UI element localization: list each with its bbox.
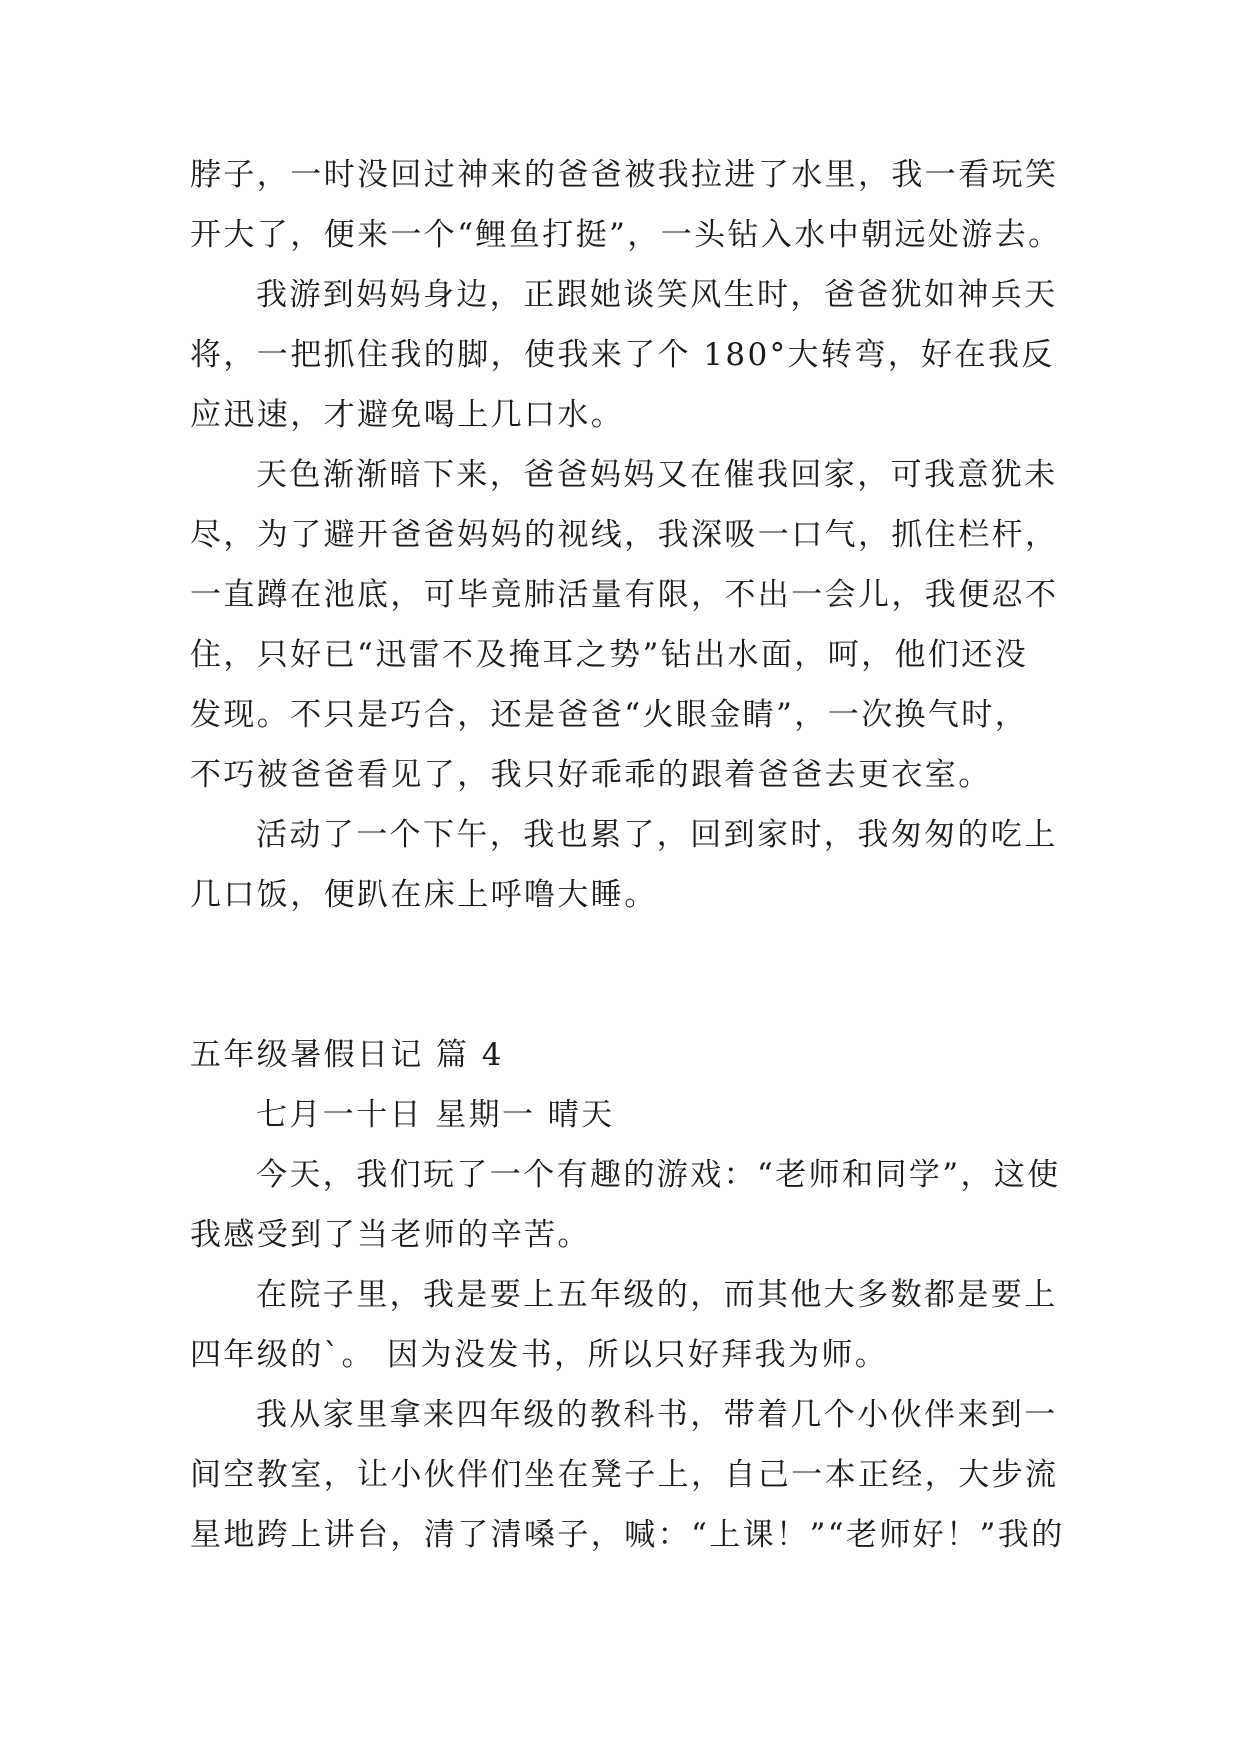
paragraph-line: 不巧被爸爸看见了，我只好乖乖的跟着爸爸去更衣室。 (190, 757, 992, 793)
paragraph-line: 一直蹲在池底，可毕竟肺活量有限，不出一会儿，我便忍不 (190, 577, 1059, 613)
paragraph-line: 尽，为了避开爸爸妈妈的视线，我深吸一口气，抓住栏杆， (190, 517, 1059, 553)
paragraph-line: 应迅速，才避免喝上几口水。 (190, 397, 625, 433)
diary-date-line: 七月一十日 星期一 晴天 (256, 1097, 615, 1133)
paragraph-first-line: 我从家里拿来四年级的教科书，带着几个小伙伴来到一 (256, 1397, 1058, 1433)
paragraph-line: 住，只好已“迅雷不及掩耳之势”钻出水面，呵，他们还没 (190, 637, 1029, 673)
paragraph-line: 几口饭，便趴在床上呼噜大睡。 (190, 877, 658, 913)
paragraph-line: 我感受到了当老师的辛苦。 (190, 1217, 591, 1253)
paragraph-first-line: 天色渐渐暗下来，爸爸妈妈又在催我回家，可我意犹未 (256, 457, 1058, 493)
paragraph-line: 开大了，便来一个“鲤鱼打挺”，一头钻入水中朝远处游去。 (190, 217, 1062, 253)
paragraph-first-line: 在院子里，我是要上五年级的，而其他大多数都是要上 (256, 1277, 1058, 1313)
paragraph-line: 星地跨上讲台，清了清嗓子，喊：“上课！”“老师好！”我的 (190, 1517, 1065, 1553)
paragraph-line: 发现。不只是巧合，还是爸爸“火眼金睛”，一次换气时， (190, 697, 1029, 733)
paragraph-line: 将，一把抓住我的脚，使我来了个 180°大转弯，好在我反 (190, 337, 1055, 373)
section-title: 五年级暑假日记 篇 4 (190, 1037, 504, 1073)
paragraph-line: 四年级的`。 因为没发书，所以只好拜我为师。 (190, 1337, 889, 1373)
paragraph-first-line: 活动了一个下午，我也累了，回到家时，我匆匆的吃上 (256, 817, 1058, 853)
paragraph-first-line: 今天，我们玩了一个有趣的游戏：“老师和同学”，这使 (256, 1157, 1061, 1193)
paragraph-line: 脖子，一时没回过神来的爸爸被我拉进了水里，我一看玩笑 (190, 157, 1059, 193)
paragraph-first-line: 我游到妈妈身边，正跟她谈笑风生时，爸爸犹如神兵天 (256, 277, 1058, 313)
paragraph-line: 间空教室，让小伙伴们坐在凳子上，自己一本正经，大步流 (190, 1457, 1059, 1493)
